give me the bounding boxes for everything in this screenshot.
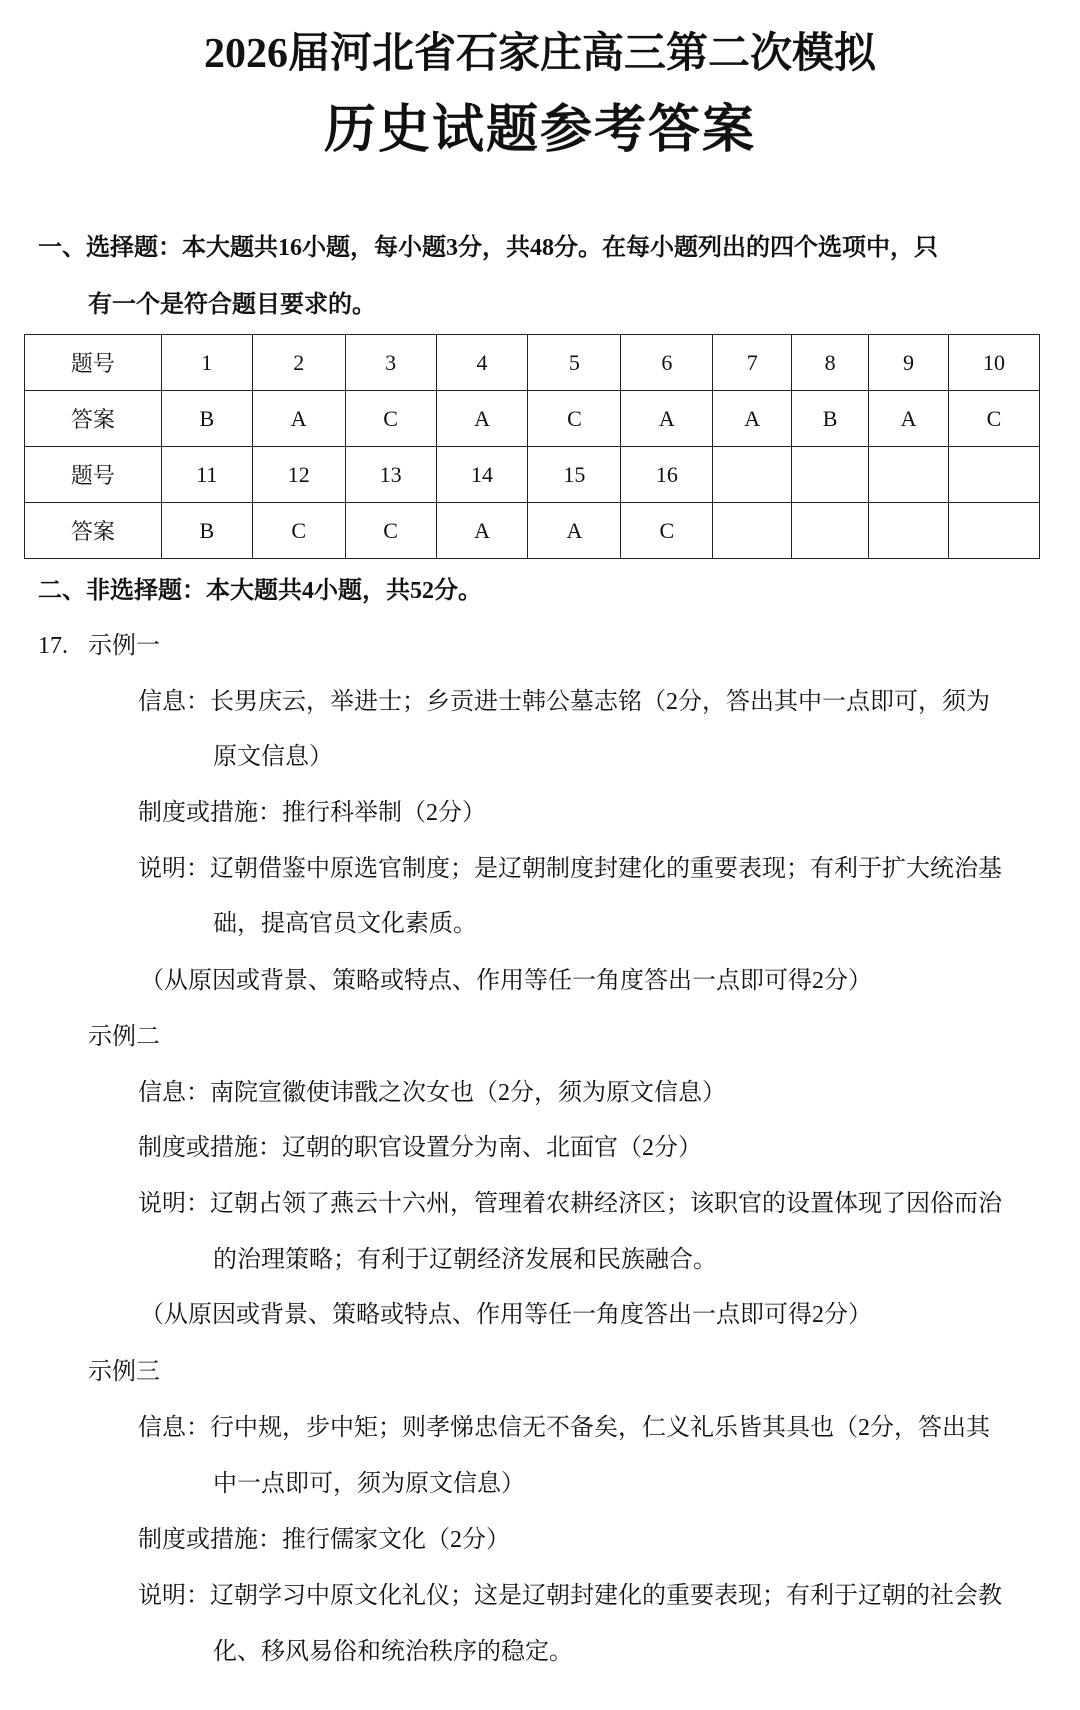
table-cell: A (713, 391, 792, 447)
section2-heading: 二、非选择题：本大题共4小题，共52分。 (38, 578, 482, 604)
table-cell: 1 (161, 335, 252, 391)
example1-explain: 说明：辽朝借鉴中原选官制度；是辽朝制度封建化的重要表现；有利于扩大统治基 (138, 856, 1002, 882)
table-cell: C (949, 391, 1040, 447)
table-cell: A (436, 503, 528, 559)
example2-explain: 说明：辽朝占领了燕云十六州，管理着农耕经济区；该职官的设置体现了因俗而治 (138, 1191, 1002, 1217)
table-cell (949, 503, 1040, 559)
table-cell (869, 503, 949, 559)
example1-info: 信息：长男庆云，举进士；乡贡进士韩公墓志铭（2分，答出其中一点即可，须为 (138, 689, 990, 715)
table-row (25, 391, 1040, 447)
table-cell: B (161, 503, 252, 559)
table-cell: A (252, 391, 345, 447)
table-cell: 7 (713, 335, 792, 391)
example2-label: 示例二 (88, 1024, 160, 1050)
table-row-header: 答案 (25, 391, 162, 447)
table-cell: 2 (252, 335, 345, 391)
table-row-header: 答案 (25, 503, 162, 559)
table-cell: B (161, 391, 252, 447)
table-cell: 15 (528, 447, 621, 503)
table-cell (792, 503, 869, 559)
example1-label: 示例一 (88, 633, 160, 659)
document-subtitle: 历史试题参考答案 (323, 102, 756, 159)
section1-heading-cont: 有一个是符合题目要求的。 (88, 292, 376, 318)
table-cell: A (621, 391, 713, 447)
table-cell (869, 447, 949, 503)
table-cell: 16 (621, 447, 713, 503)
table-cell: C (528, 391, 621, 447)
table-cell: A (436, 391, 528, 447)
table-cell: B (792, 391, 869, 447)
example3-info-cont: 中一点即可，须为原文信息） (213, 1471, 525, 1497)
table-cell: 13 (345, 447, 436, 503)
table-cell: C (345, 503, 436, 559)
table-cell: 9 (869, 335, 949, 391)
document-title: 2026届河北省石家庄高三第二次模拟 (203, 31, 876, 77)
example3-label: 示例三 (88, 1359, 160, 1385)
example2-measure: 制度或措施：辽朝的职官设置分为南、北面官（2分） (138, 1135, 702, 1161)
example1-note: （从原因或背景、策略或特点、作用等任一角度答出一点即可得2分） (140, 968, 872, 994)
example1-measure: 制度或措施：推行科举制（2分） (138, 800, 486, 826)
table-cell: A (869, 391, 949, 447)
table-cell: 6 (621, 335, 713, 391)
table-cell: C (345, 391, 436, 447)
table-row (25, 503, 1040, 559)
table-cell: 11 (161, 447, 252, 503)
table-cell: C (252, 503, 345, 559)
answer-table (24, 334, 1040, 559)
example3-measure: 制度或措施：推行儒家文化（2分） (138, 1527, 510, 1553)
example3-explain: 说明：辽朝学习中原文化礼仪；这是辽朝封建化的重要表现；有利于辽朝的社会教 (138, 1583, 1002, 1609)
table-cell (713, 447, 792, 503)
table-cell (713, 503, 792, 559)
example2-note: （从原因或背景、策略或特点、作用等任一角度答出一点即可得2分） (140, 1302, 872, 1328)
table-cell: 8 (792, 335, 869, 391)
table-cell: 5 (528, 335, 621, 391)
table-cell: 14 (436, 447, 528, 503)
table-row-header: 题号 (25, 335, 162, 391)
table-cell: 3 (345, 335, 436, 391)
table-row (25, 335, 1040, 391)
example1-info-cont: 原文信息） (213, 744, 333, 770)
table-row-header: 题号 (25, 447, 162, 503)
table-cell: 12 (252, 447, 345, 503)
example2-explain-cont: 的治理策略；有利于辽朝经济发展和民族融合。 (213, 1247, 717, 1273)
example3-info: 信息：行中规，步中矩；则孝悌忠信无不备矣，仁义礼乐皆其具也（2分，答出其 (138, 1415, 990, 1441)
table-cell: 4 (436, 335, 528, 391)
table-cell (792, 447, 869, 503)
section1-heading: 一、选择题：本大题共16小题，每小题3分，共48分。在每小题列出的四个选项中，只 (38, 235, 938, 261)
table-cell: C (621, 503, 713, 559)
table-row (25, 447, 1040, 503)
q17-number: 17. (38, 633, 68, 659)
table-cell: A (528, 503, 621, 559)
example2-info: 信息：南院宣徽使讳戬之次女也（2分，须为原文信息） (138, 1080, 726, 1106)
example1-explain-cont: 础，提高官员文化素质。 (213, 911, 477, 937)
table-cell (949, 447, 1040, 503)
table-cell: 10 (949, 335, 1040, 391)
example3-explain-cont: 化、移风易俗和统治秩序的稳定。 (213, 1639, 573, 1665)
